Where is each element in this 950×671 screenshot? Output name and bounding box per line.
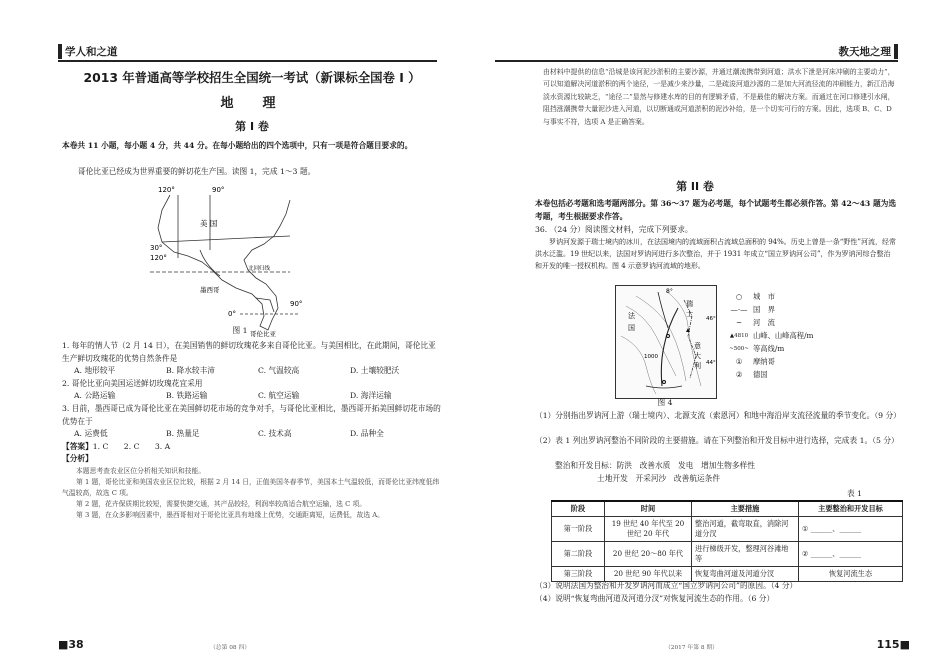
question-1-option-d: D. 土壤较肥沃: [350, 366, 400, 376]
map4-yi: 意: [694, 342, 701, 350]
sub-question-2: （2）表 1 列出罗讷河整治不同阶段的主要措施。请在下列整治和开发目标中进行选择，完成表 1。（5 分）: [535, 436, 899, 445]
analysis-paragraph-1: 本题思考查农业区位分析相关知识和技能。: [76, 466, 206, 475]
question-2: [62, 378, 442, 403]
city-marker-arles: [663, 381, 666, 384]
sub-question-3: （3）说明法国为整治和开发罗讷河而成立“国立罗讷河公司”的原因。（4 分）: [535, 581, 798, 590]
map-legend: [725, 290, 835, 381]
cell-time: 20 世纪 90 年代以来: [605, 567, 692, 582]
question-block: [62, 340, 442, 521]
right-footer: （2017 年第 8 期）: [665, 645, 718, 651]
figure-1-map: [140, 180, 320, 340]
right-page-number: 115■: [876, 638, 910, 651]
circled-two-icon: ②: [735, 370, 743, 379]
contour-icon: ~500~: [729, 345, 749, 352]
cell-time: 20 世纪 20～80 年代: [605, 542, 692, 567]
question-3-option-b: B. 热量足: [166, 429, 200, 439]
americas-map-svg: [140, 180, 320, 340]
contour-4: [621, 336, 656, 394]
figure-4-map: [615, 285, 717, 399]
right-header-tag: 教天地之理: [836, 44, 899, 59]
left-header-tag: 学人和之道: [58, 44, 121, 59]
question-3-option-c: C. 技术高: [258, 429, 292, 439]
map4-shi: 士: [686, 310, 693, 318]
legend-monaco: [725, 355, 835, 368]
map4-li: 利: [694, 362, 701, 370]
question-3-option-a: A. 运费低: [74, 429, 108, 439]
map4-elev-1000: 1000: [644, 354, 658, 360]
right-header-rule: [495, 42, 898, 62]
figure-1-caption: 图 1: [232, 326, 248, 335]
question-36-head: 36. （24 分）阅读图文材料，完成下列要求。: [535, 225, 693, 234]
map4-lon8: 8°: [666, 288, 673, 295]
goals-line-2: 土地开发 开采河沙 改善航运条件: [597, 474, 721, 483]
th-time: 时间: [605, 501, 692, 517]
left-footer: （总第 08 四）: [210, 645, 251, 651]
section-two-intro: 本卷包括必考题和选考题两部分。第 36～37 题为必考题，每个试题考生都必须作答。第 42～43 题为选考题，考生根据要求作答。: [535, 199, 897, 221]
legend-contour: [725, 342, 835, 355]
question-1: [62, 340, 442, 378]
left-folio-value: 38: [68, 638, 84, 651]
sub-question-4: （4）说明“恢复弯曲河道及河道分汊”对恢复河流生态的作用。（6 分）: [535, 594, 775, 603]
goals-line-1: 整治和开发目标：防洪 改善水质 发电 增加生物多样性: [555, 461, 755, 470]
measures-table: [551, 500, 903, 582]
question-1-option-a: A. 地形较平: [74, 366, 116, 376]
map1-usa-label: 美 国: [200, 219, 218, 228]
question-1-option-c: C. 气温较高: [258, 366, 300, 376]
legend-river-label: 河 流: [753, 317, 775, 327]
th-goals: 主要整治和开发目标: [799, 501, 903, 517]
map4-fa: 法: [628, 312, 635, 320]
map1-lat0: 0°: [228, 310, 236, 318]
answer-values: 1. C 2. C 3. A: [92, 441, 171, 451]
legend-monaco-label: 摩纳哥: [753, 356, 775, 366]
question-2-option-a: A. 公路运输: [74, 391, 116, 401]
question-1-options: [62, 365, 442, 378]
map1-lon90b: 90°: [290, 300, 303, 308]
circled-one-icon: ①: [735, 357, 743, 366]
answer-line: [62, 441, 442, 454]
map1-lon90: 90°: [212, 186, 225, 194]
legend-peak: [725, 329, 835, 342]
analysis-paragraph-4: 第 3 题，在众多影响因素中，墨西哥相对于哥伦比亚具有地缘上优势，交通距离短，运费低，故选 A。: [76, 510, 384, 519]
cell-stage: 第三阶段: [552, 567, 605, 582]
cell-goal-blank-1[interactable]: ① ______、______: [799, 517, 903, 542]
continued-analysis: 由材料中提供的信息“沿城是该河泥沙淤积的主要沙源，并通过潮流携带到河道；洪水下泄是河床冲刷的主要动力”，可以知道解决河道淤积的两个途径，一是减少来沙量，二是疏浚河道沙源的二是加大河流径流的冲刷能力，新江沿海淡水资源比较缺乏，“途径二”显然与修建水库的目的有逻辑矛盾，不是最佳的解决方案。而通过在河口修建引水闸，阻挡涨潮携带大量泥沙进入河道，以切断通或河道淤积的泥沙补给，是一个切实可行的方案。因此，选项 B、C、D 与事实不符，选项 A 是正确答案。: [543, 68, 895, 126]
right-folio-value: 115: [876, 638, 900, 651]
legend-germany: [725, 368, 835, 381]
right-page: [475, 0, 950, 671]
cell-time: 19 世纪 40 年代至 20 世纪 20 年代: [605, 517, 692, 542]
map1-lon120-bottom: 120°: [150, 254, 167, 262]
question-2-option-d: D. 海洋运输: [350, 391, 392, 401]
legend-city-label: 城 市: [753, 291, 775, 301]
question-2-options: [62, 390, 442, 403]
map1-colombia-label: 哥伦比亚: [250, 330, 276, 338]
analysis-paragraph-3: 第 2 题，花卉保质期比较短，需要快捷交通，其产品较轻，利润率较高适合航空运输，选 C 项。: [76, 499, 367, 508]
question-1-stem: 1. 每年的情人节（2 月 14 日），在美国销售的鲜切玫瑰花多来自哥伦比亚。与美国相比，在此期间，哥伦比亚生产鲜切玫瑰花的优势自然条件是: [62, 341, 436, 363]
border-icon: —·—: [730, 305, 748, 314]
rhone-map-svg: [616, 286, 716, 398]
cell-measures: 进行梯级开发，整理河谷滩地等: [692, 542, 799, 567]
analysis-label: 【分析】: [62, 454, 93, 464]
volume-one-heading: 第 I 卷: [235, 120, 269, 133]
legend-river: [725, 316, 835, 329]
cell-goal-blank-2[interactable]: ② ______、______: [799, 542, 903, 567]
question-2-option-b: B. 铁路运输: [166, 391, 208, 401]
question-36-material: 罗讷河发源于瑞士境内的冰川，在法国境内的流域面积占流域总面积的 94%。历史上曾是一条“野性”河流，经常洪水泛滥。19 世纪以来，法国对罗讷河进行多次整治，并于 1931 年成立“国立罗讷河公司”，作为罗讷河综合整治和开发的唯一授权机构。图 4 示意罗讷河流域的地形。: [535, 238, 896, 270]
legend-peak-label: 山峰、山峰高程/m: [753, 330, 814, 340]
cell-measures: 整治河道，截弯取直，消除河道分汊: [692, 517, 799, 542]
saone-river-path: [658, 292, 668, 328]
table-header-row: [552, 501, 903, 517]
question-intro: 哥伦比亚已经成为世界重要的鲜切花生产国。读图 1，完成 1～3 题。: [78, 167, 316, 176]
table-row: [552, 542, 903, 567]
volume-two-heading: 第 II 卷: [676, 180, 714, 193]
subject-title: 地 理: [220, 96, 284, 111]
map4-lat46: 46°: [706, 316, 716, 322]
map1-lon120-top: 120°: [158, 186, 175, 194]
cell-measures: 恢复弯曲河道及河道分汊: [692, 567, 799, 582]
question-3-options: [62, 428, 442, 441]
legend-contour-label: 等高线/m: [753, 343, 785, 353]
cell-goal: 恢复河流生态: [799, 567, 903, 582]
map1-mexico-label: 墨西哥: [200, 286, 220, 294]
question-1-option-b: B. 降水较丰沛: [166, 366, 215, 376]
table-1-caption: 表 1: [847, 489, 863, 498]
question-3-option-d: D. 品种全: [350, 429, 384, 439]
peak-icon: ▲4810: [729, 332, 749, 339]
contour-3: [666, 291, 701, 386]
legend-border: [725, 303, 835, 316]
cell-stage: 第二阶段: [552, 542, 605, 567]
section-intro: 本卷共 11 小题，每小题 4 分，共 44 分。在每小题给出的四个选项中，只有一项是符合题目要求的。: [62, 141, 413, 150]
sub-question-1: （1）分别指出罗讷河上游（瑞士境内）、北源支流（索恩河）和地中海沿岸支流径流量的季节变化。（9 分）: [535, 411, 901, 420]
table-1: [551, 500, 903, 582]
map4-da: 大: [694, 352, 701, 360]
question-3: [62, 403, 442, 441]
coast-path: [646, 386, 682, 388]
left-header-rule: [58, 42, 437, 62]
legend-border-label: 国 界: [753, 304, 775, 314]
analysis-paragraph-2: 第 1 题，哥伦比亚和美国农业区位比较，根据 2 月 14 日，正值美国冬春季节，美国本土气温较低，而哥伦比亚纬度低纬气温较高，故选 C 项。: [62, 477, 440, 497]
figure-4-caption: 图 4: [657, 398, 673, 407]
map4-lat44: 44°: [706, 360, 716, 366]
table-row: [552, 517, 903, 542]
colombia-border-path: [256, 298, 274, 312]
map1-lat30: 30°: [150, 244, 163, 252]
question-2-stem: 2. 哥伦比亚向美国运送鲜切玫瑰花宜采用: [62, 378, 203, 388]
city-icon: ○: [735, 292, 743, 301]
map1-tropic-label: 北回归线: [248, 266, 271, 272]
left-page-number: ■38: [58, 638, 84, 651]
map4-rui: 瑞: [686, 300, 693, 308]
cell-stage: 第一阶段: [552, 517, 605, 542]
river-icon: ~: [735, 318, 743, 327]
th-stage: 阶段: [552, 501, 605, 517]
question-3-stem: 3. 目前，墨西哥已成为哥伦比亚在美国鲜切花市场的竞争对手，与哥伦比亚相比，墨西哥开拓美国鲜切花市场的优势在于: [62, 403, 441, 426]
legend-germany-label: 德国: [753, 369, 768, 379]
answer-label: 【答案】: [62, 441, 93, 451]
question-2-option-c: C. 航空运输: [258, 391, 300, 401]
legend-city: [725, 290, 835, 303]
city-marker-lyon: [667, 335, 670, 338]
exam-title: 2013 年普通高等学校招生全国统一考试（新课标全国卷 I ）: [83, 70, 421, 85]
map4-guo: 国: [628, 324, 635, 332]
th-measures: 主要措施: [692, 501, 799, 517]
